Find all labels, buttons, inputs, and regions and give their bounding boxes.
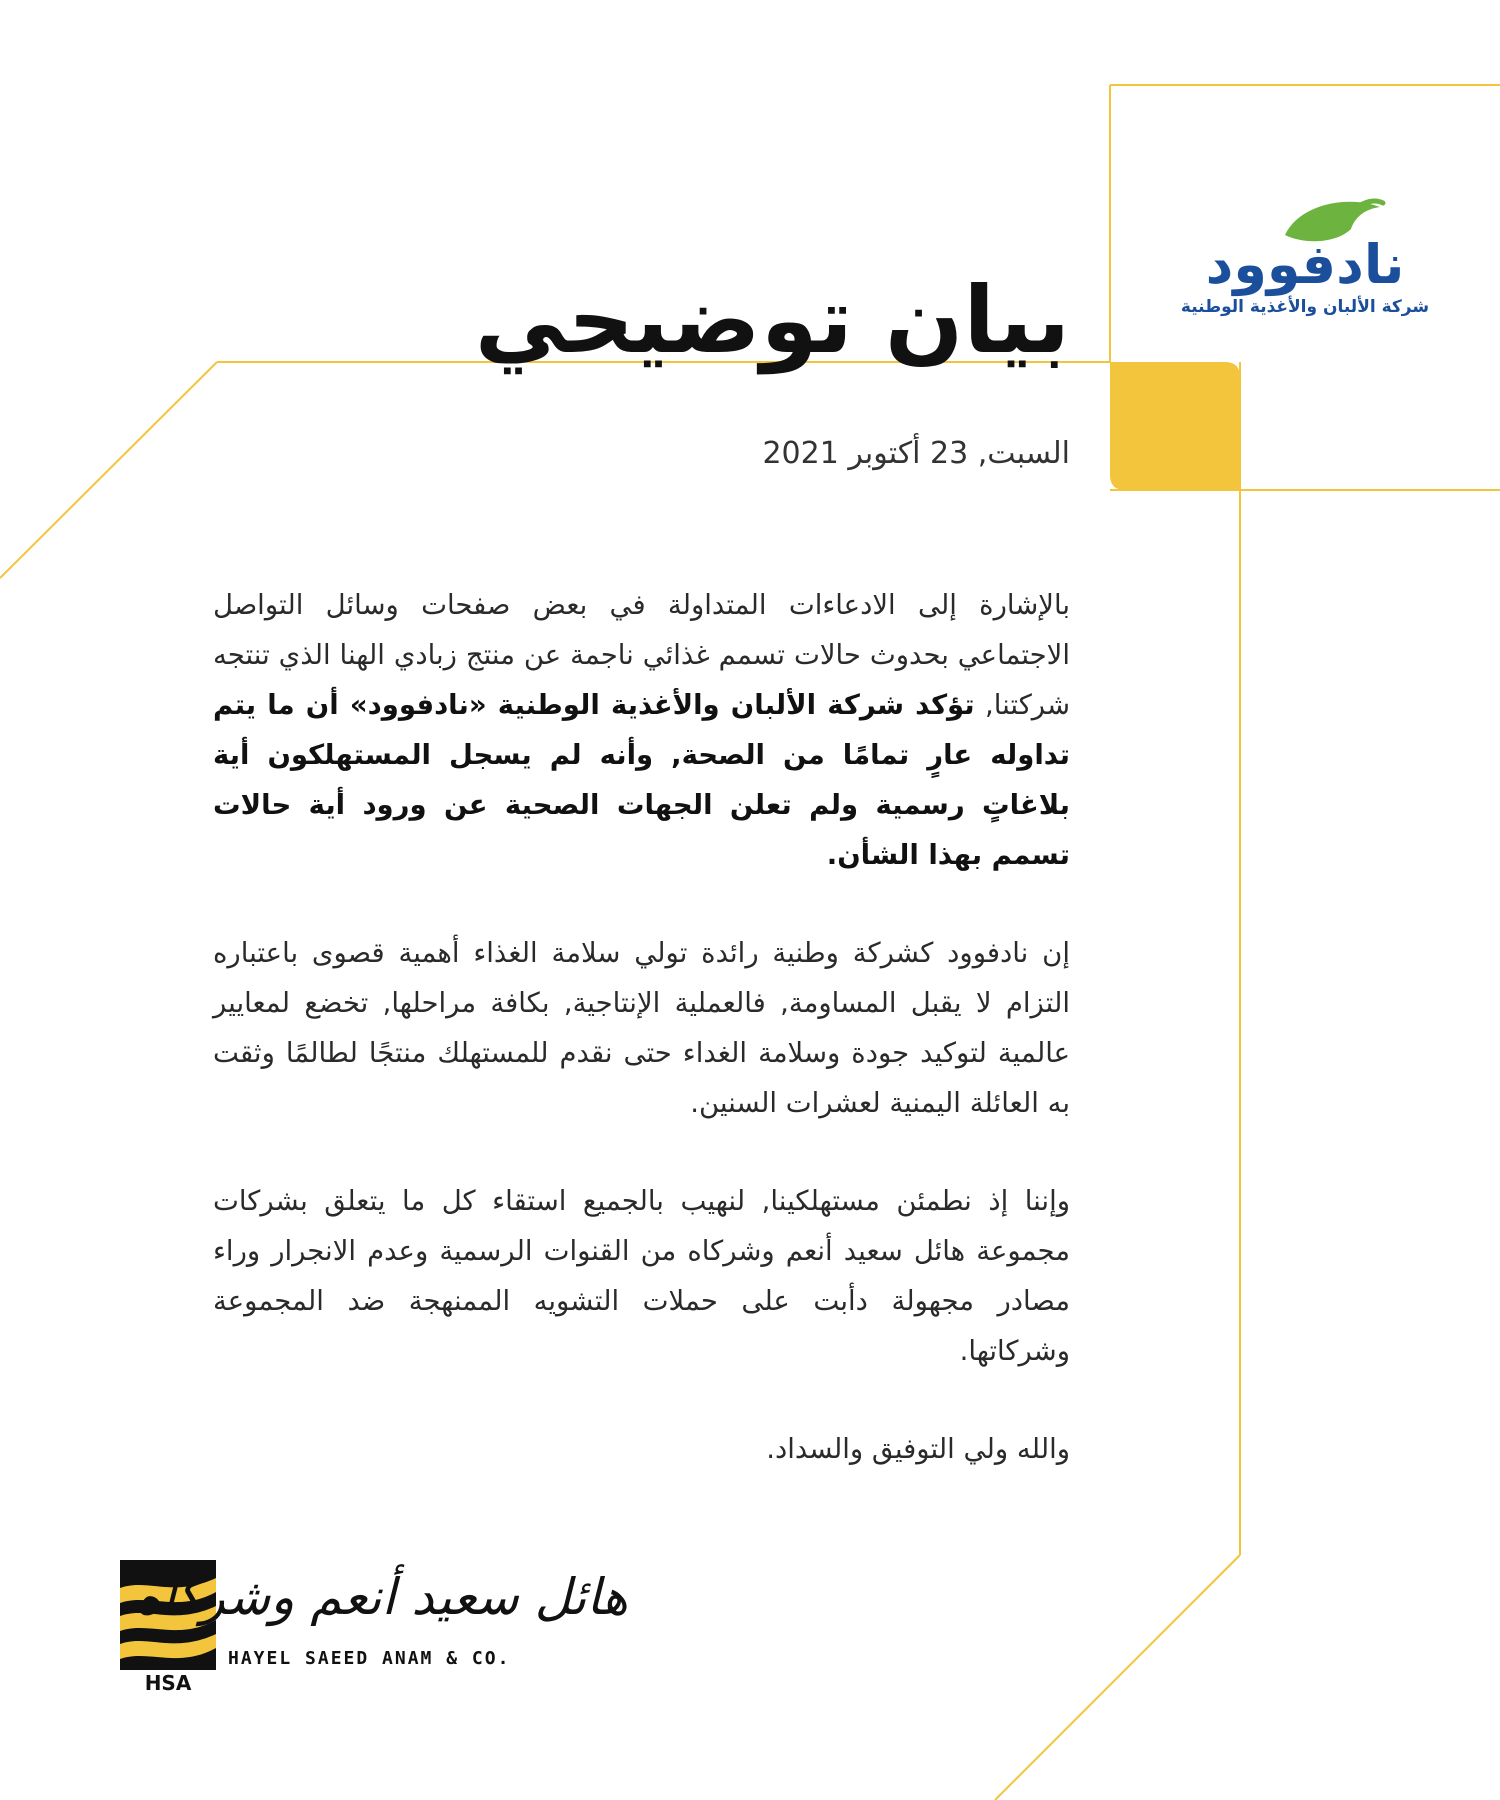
paragraph-2: إن نادفوود كشركة وطنية رائدة تولي سلامة الغذاء أهمية قصوى باعتباره التزام لا يقبل المساومة, فالعملية الإنتاجية, بكافة مراحلها, تخضع لمعايير عالمية لتوكيد جودة وسلامة الغداء حتى نقدم للمستهلك منتجًا لطالمًا وثقت به العائلة اليمنية لعشرات السنين. bbox=[213, 937, 1070, 1119]
closing-line: والله ولي التوفيق والسداد. bbox=[766, 1433, 1070, 1465]
group-english-name: HAYEL SAEED ANAM & CO. bbox=[228, 1648, 511, 1669]
page-title: بيان توضيحي bbox=[474, 267, 1070, 374]
group-arabic-name: هائل سعيد أنعم وشركاه bbox=[135, 1568, 628, 1626]
statement-date: السبت, 23 أكتوبر 2021 bbox=[762, 436, 1070, 471]
paragraph-3: وإننا إذ نطمئن مستهلكينا, لنهيب بالجميع استقاء كل ما يتعلق بشركات مجموعة هائل سعيد أنعم وشركاه من القنوات الرسمية وعدم الانجرار وراء مصادر مجهولة دأبت على حملات التشويه الممنهجة ضد المجموعة وشركاتها. bbox=[213, 1185, 1070, 1367]
frame-yellow-block bbox=[1110, 362, 1240, 490]
brand-tagline: شركة الألبان والأغذية الوطنية bbox=[1180, 297, 1430, 317]
paragraph-1-bold: تؤكد شركة الألبان والأغذية الوطنية «نادفوود» أن ما يتم تداوله عارٍ تمامًا من الصحة, وأنه لم يسجل المستهلكون أية بلاغاتٍ رسمية ولم تعلن الجهات الصحية عن ورود أية حالات تسمم بهذا الشأن. bbox=[213, 689, 1070, 871]
frame-bottom-diagonal bbox=[995, 1555, 1240, 1800]
paragraph-1 bbox=[213, 580, 1070, 880]
hsa-abbreviation: HSA bbox=[144, 1671, 192, 1694]
frame-left-diagonal bbox=[0, 362, 217, 578]
statement-body bbox=[213, 580, 1070, 1522]
paragraph-1-intro: بالإشارة إلى الادعاءات المتداولة في بعض صفحات وسائل التواصل الاجتماعي بحدوث حالات تسمم غذائي ناجمة عن منتج زبادي الهنا الذي تنتجه شركتنا, bbox=[213, 589, 1071, 721]
logo-wordmark: نادفوود bbox=[1205, 233, 1405, 296]
